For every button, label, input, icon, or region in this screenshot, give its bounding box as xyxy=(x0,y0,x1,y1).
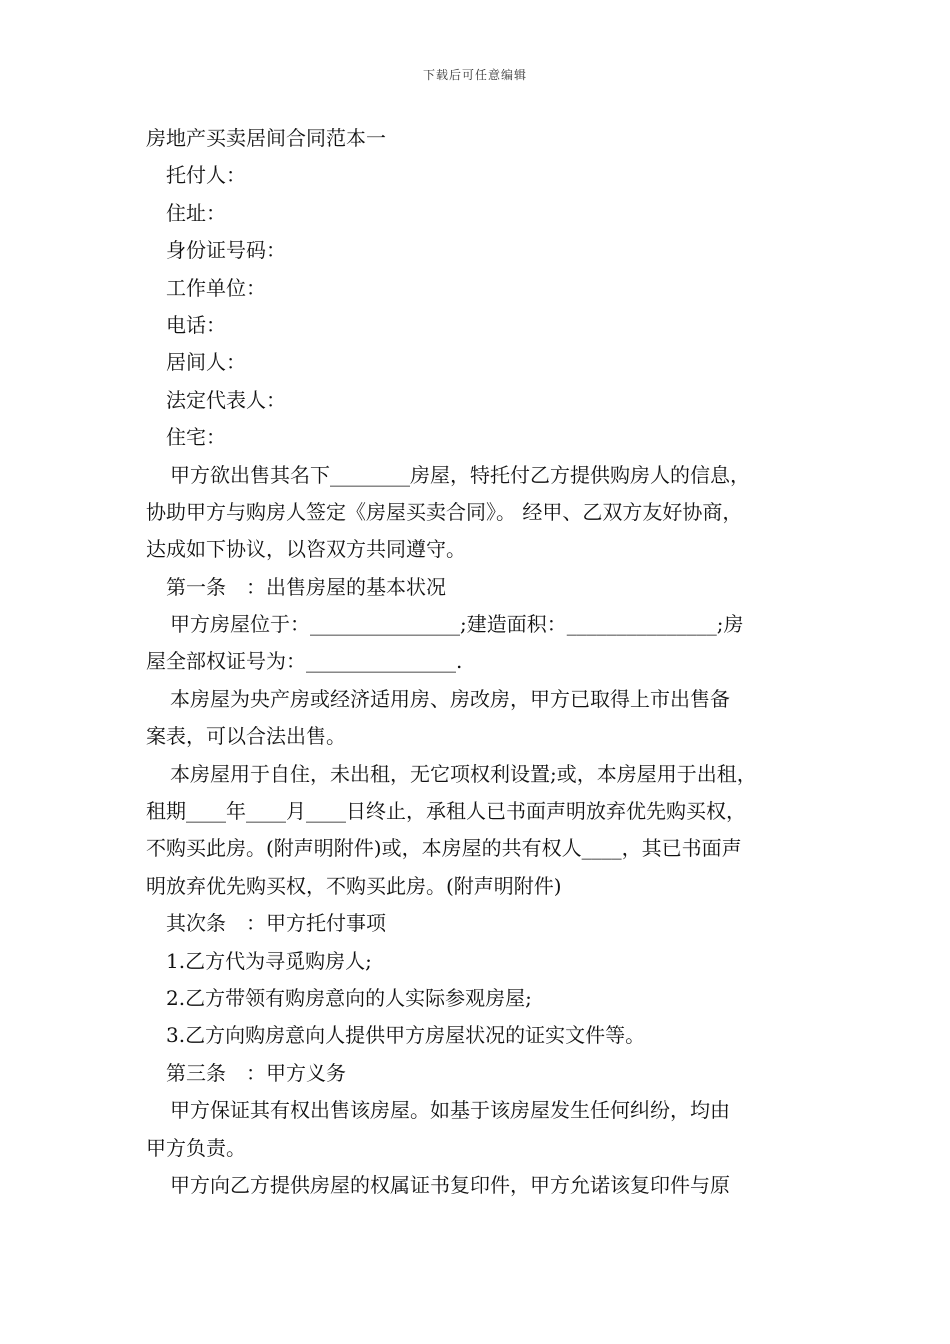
paragraph-line: 明放弃优先购买权，不购买此房。(附声明附件) xyxy=(146,873,562,898)
document-title: 房地产买卖居间合同范本一 xyxy=(146,126,386,150)
paragraph-line: 屋全部权证号为：_______________. xyxy=(146,649,463,674)
field-client: 托付人： xyxy=(166,163,246,188)
page-header-note: 下载后可任意编辑 xyxy=(422,68,527,82)
paragraph-line: 协助甲方与购房人签定《房屋买卖合同》。 经甲、乙双方友好协商， xyxy=(146,499,743,524)
field-phone: 电话： xyxy=(166,312,226,337)
list-item: 2.乙方带领有购房意向的人实际参观房屋; xyxy=(166,985,532,1010)
field-address: 住址： xyxy=(166,200,226,225)
field-intermediary: 居间人： xyxy=(166,350,246,375)
field-employer: 工作单位： xyxy=(166,275,266,300)
field-residence: 住宅： xyxy=(166,425,226,450)
list-item: 1.乙方代为寻觅购房人; xyxy=(166,948,372,973)
paragraph-line: 甲方房屋位于：_______________;建造面积：_______________;房 xyxy=(170,612,744,637)
field-legal-representative: 法定代表人： xyxy=(166,387,286,412)
paragraph-line: 案表，可以合法出售。 xyxy=(146,724,346,749)
article-heading-3: 第三条 ：甲方义务 xyxy=(166,1060,346,1085)
article-heading-2: 其次条 ：甲方托付事项 xyxy=(166,911,386,936)
paragraph-line: 甲方向乙方提供房屋的权属证书复印件，甲方允诺该复印件与原 xyxy=(170,1172,730,1197)
article-heading-1: 第一条 ：出售房屋的基本状况 xyxy=(166,574,446,599)
list-item: 3.乙方向购房意向人提供甲方房屋状况的证实文件等。 xyxy=(166,1023,646,1048)
paragraph-line: 本房屋为央产房或经济适用房、房改房，甲方已取得上市出售备 xyxy=(170,686,730,711)
paragraph-line: 达成如下协议，以咨双方共同遵守。 xyxy=(146,537,466,562)
paragraph-line: 甲方保证其有权出售该房屋。如基于该房屋发生任何纠纷，均由 xyxy=(170,1098,730,1123)
field-id-number: 身份证号码： xyxy=(166,238,286,263)
paragraph-line: 本房屋用于自住，未出租，无它项权利设置;或，本房屋用于出租， xyxy=(170,761,757,786)
document-body xyxy=(146,120,826,1204)
paragraph-line: 甲方欲出售其名下________房屋，特托付乙方提供购房人的信息， xyxy=(170,462,750,487)
paragraph-line: 租期____年____月____日终止，承租人已书面声明放弃优先购买权， xyxy=(146,799,746,824)
paragraph-line: 不购买此房。(附声明附件)或，本房屋的共有权人____，其已书面声 xyxy=(146,836,742,861)
paragraph-line: 甲方负责。 xyxy=(146,1135,246,1160)
